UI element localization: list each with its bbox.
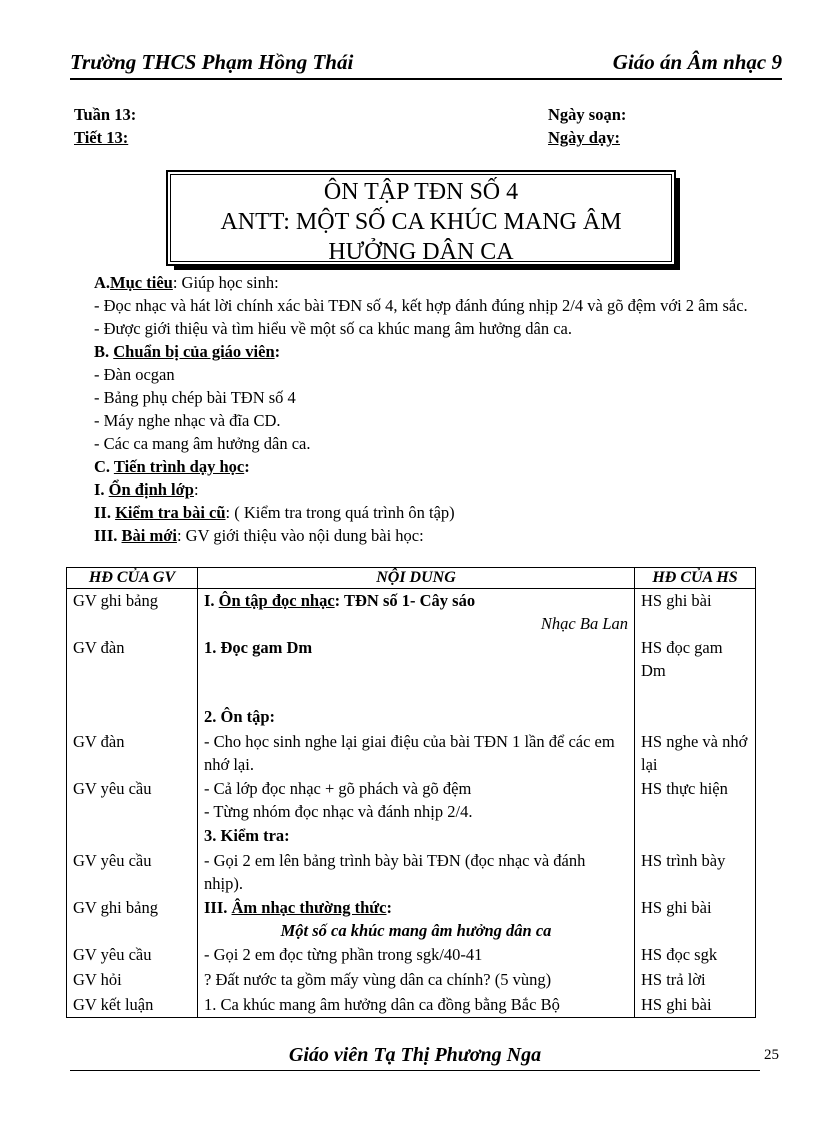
page-number: 25 xyxy=(764,1047,779,1063)
table-row xyxy=(67,849,756,896)
step-2: II. Kiểm tra bài cũ: ( Kiểm tra trong quá trình ôn tập) xyxy=(94,503,455,522)
table-row xyxy=(67,777,756,824)
process-heading: C. Tiến trình dạy học: xyxy=(94,457,250,476)
table-row xyxy=(67,589,756,637)
content-cell: 3. Kiểm tra: xyxy=(198,824,635,849)
hs-cell: HS ghi bài xyxy=(635,589,756,637)
gv-cell: GV đàn xyxy=(67,636,198,683)
objective-item: - Được giới thiệu và tìm hiểu về một số ca khúc mang âm hưởng dân ca. xyxy=(94,319,572,338)
content-cell: - Gọi 2 em đọc từng phần trong sgk/40-41 xyxy=(198,943,635,968)
table-header-row xyxy=(67,568,756,589)
content-cell: - Gọi 2 em lên bảng trình bày bài TĐN (đọc nhạc và đánh nhịp). xyxy=(198,849,635,896)
content-cell: 2. Ôn tập: xyxy=(198,683,635,730)
page-footer xyxy=(70,1044,760,1071)
table-row xyxy=(67,730,756,777)
preparation-heading: B. Chuẩn bị của giáo viên: xyxy=(94,342,281,361)
hs-cell: HS trình bày xyxy=(635,849,756,896)
gv-cell: GV ghi bảng xyxy=(67,896,198,943)
table-row xyxy=(67,968,756,993)
gv-cell: GV kết luận xyxy=(67,993,198,1018)
teach-date-label: Ngày dạy: xyxy=(548,128,620,147)
table-row xyxy=(67,896,756,943)
teacher-name: Giáo viên Tạ Thị Phương Nga xyxy=(288,1044,542,1066)
content-cell: III. Âm nhạc thường thức: Một số ca khúc mang âm hưởng dân ca xyxy=(198,896,635,943)
page-header xyxy=(70,48,782,80)
hs-cell: HS ghi bài xyxy=(635,993,756,1018)
hs-cell: HS đọc sgk xyxy=(635,943,756,968)
table-row xyxy=(67,636,756,683)
step-1: I. Ổn định lớp: xyxy=(94,480,199,499)
gv-cell: GV ghi bảng xyxy=(67,589,198,637)
title-line-3: HƯỞNG DÂN CA xyxy=(328,239,514,265)
col-header-content: NỘI DUNG xyxy=(198,568,635,589)
content-cell: - Cả lớp đọc nhạc + gõ phách và gõ đệm - Từng nhóm đọc nhạc và đánh nhịp 2/4. xyxy=(198,777,635,824)
content-cell: ? Đất nước ta gồm mấy vùng dân ca chính? (5 vùng) xyxy=(198,968,635,993)
prep-item: - Máy nghe nhạc và đĩa CD. xyxy=(94,411,281,430)
step-3: III. Bài mới: GV giới thiệu vào nội dung bài học: xyxy=(94,526,424,545)
content-cell: I. Ôn tập đọc nhạc: TĐN số 1- Cây sáo Nhạc Ba Lan xyxy=(198,589,635,637)
lesson-table xyxy=(66,567,756,1018)
col-header-hs: HĐ CỦA HS xyxy=(635,568,756,589)
prep-item: - Đàn ocgan xyxy=(94,365,175,384)
table-row xyxy=(67,993,756,1018)
gv-cell: GV hỏi xyxy=(67,968,198,993)
objective-item: - Đọc nhạc và hát lời chính xác bài TĐN số 4, kết hợp đánh đúng nhịp 2/4 và gõ đệm với 2 âm sắc. xyxy=(94,296,748,315)
hs-cell: HS đọc gam Dm xyxy=(635,636,756,683)
gv-cell: GV yêu cầu xyxy=(67,777,198,824)
gv-cell: GV yêu cầu xyxy=(67,943,198,968)
prep-item: - Các ca mang âm hưởng dân ca. xyxy=(94,434,311,453)
prep-item: - Bảng phụ chép bài TĐN số 4 xyxy=(94,388,296,407)
table-row xyxy=(67,943,756,968)
lesson-body xyxy=(94,271,784,547)
gv-cell: GV yêu cầu xyxy=(67,849,198,896)
content-cell: 1. Đọc gam Dm xyxy=(198,636,635,683)
lesson-title-box xyxy=(166,170,676,266)
content-cell: - Cho học sinh nghe lại giai điệu của bài TĐN 1 lần để các em nhớ lại. xyxy=(198,730,635,777)
gv-cell: GV đàn xyxy=(67,730,198,777)
hs-cell: HS thực hiện xyxy=(635,777,756,824)
table-row xyxy=(67,683,756,730)
period-label: Tiết 13: xyxy=(74,128,129,147)
week-label: Tuần 13: xyxy=(74,105,137,124)
prep-date-label: Ngày soạn: xyxy=(548,105,627,124)
hs-cell: HS trả lời xyxy=(635,968,756,993)
hs-cell: HS nghe và nhớ lại xyxy=(635,730,756,777)
content-cell: 1. Ca khúc mang âm hưởng dân ca đồng bằng Bắc Bộ xyxy=(198,993,635,1018)
objectives-heading: A.Mục tiêu: Giúp học sinh: xyxy=(94,273,279,292)
title-line-1: ÔN TẬP TĐN SỐ 4 xyxy=(323,179,519,205)
school-name: Trường THCS Phạm Hồng Thái xyxy=(70,50,354,74)
title-line-2: ANTT: MỘT SỐ CA KHÚC MANG ÂM xyxy=(220,209,622,235)
table-row xyxy=(67,824,756,849)
col-header-gv: HĐ CỦA GV xyxy=(67,568,198,589)
subject-title: Giáo án Âm nhạc 9 xyxy=(612,50,782,74)
hs-cell: HS ghi bài xyxy=(635,896,756,943)
